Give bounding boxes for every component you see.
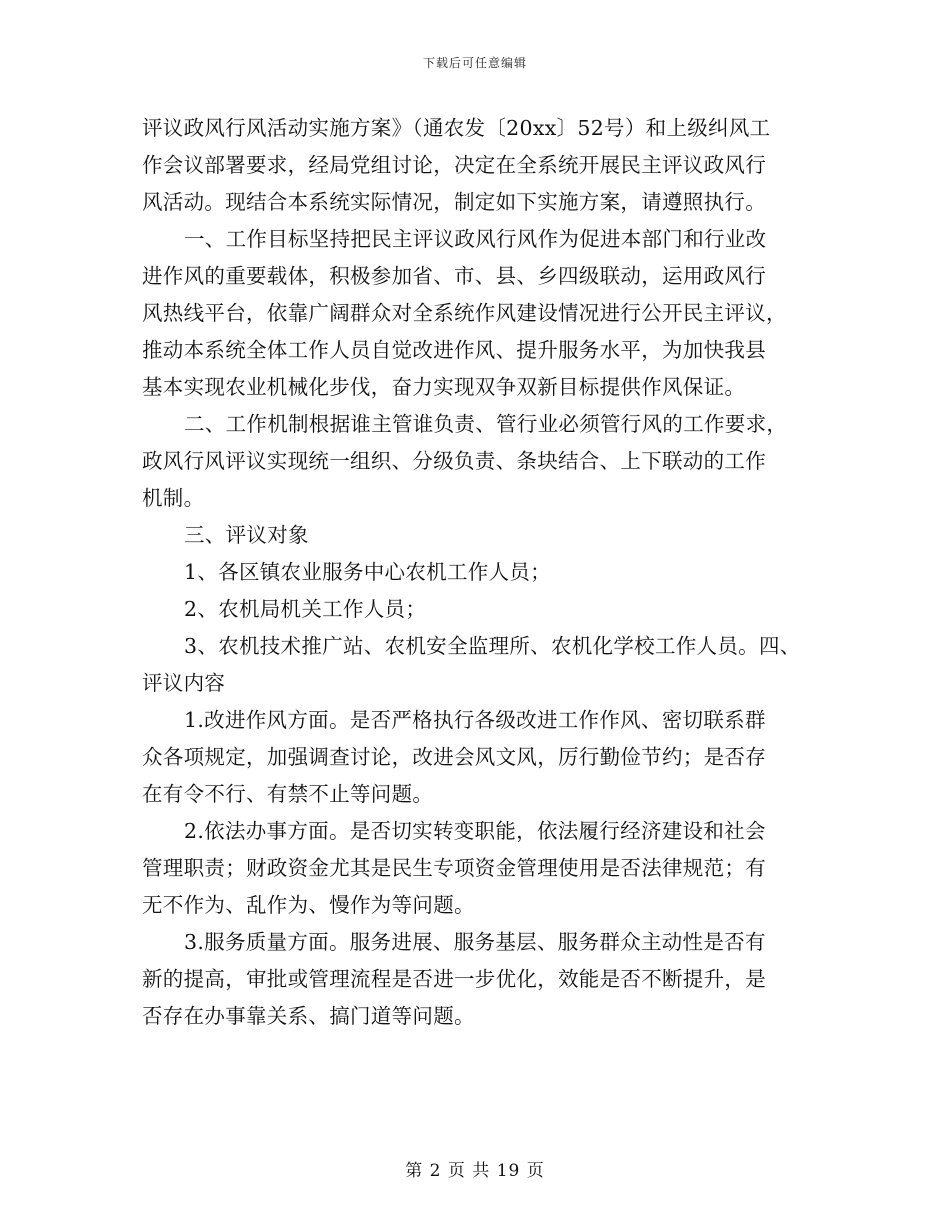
text-line: 政风行风评议实现统一组织、分级负责、条块结合、上下联动的工作 xyxy=(142,449,766,473)
text-line: 风热线平台，依靠广阔群众对全系统作风建设情况进行公开民主评议， xyxy=(142,301,787,325)
text-line: 机制。 xyxy=(142,486,205,510)
section-heading-line: 二、工作机制根据谁主管谁负责、管行业必须管行风的工作要求， xyxy=(184,412,788,436)
section-heading-line: 一、工作目标坚持把民主评议政风行风作为促进本部门和行业改 xyxy=(184,227,767,251)
document-body xyxy=(142,110,832,1035)
text-line: 基本实现农业机械化步伐，奋力实现双争双新目标提供作风保证。 xyxy=(142,375,746,399)
list-item: 2、农机局机关工作人员； xyxy=(184,597,427,621)
text-line: 无不作为、乱作为、慢作为等问题。 xyxy=(142,893,475,917)
section-heading-line: 三、评议对象 xyxy=(184,523,309,547)
text-line: 评议政风行风活动实施方案》（通农发〔20xx〕52号）和上级纠风工 xyxy=(142,116,771,140)
text-line: 管理职责；财政资金尤其是民生专项资金管理使用是否法律规范；有 xyxy=(142,856,766,880)
text-line: 众各项规定，加强调查讨论，改进会风文风，厉行勤俭节约；是否存 xyxy=(142,745,766,769)
text-line: 新的提高，审批或管理流程是否进一步优化，效能是否不断提升，是 xyxy=(142,967,766,991)
list-item: 1、各区镇农业服务中心农机工作人员； xyxy=(184,560,551,584)
text-line: 风活动。现结合本系统实际情况，制定如下实施方案，请遵照执行。 xyxy=(142,190,766,214)
page-number-footer: 第 2 页 共 19 页 xyxy=(405,1161,545,1181)
text-line: 在有令不行、有禁不止等问题。 xyxy=(142,782,434,806)
list-item: 3、农机技术推广站、农机安全监理所、农机化学校工作人员。四、 xyxy=(184,634,801,658)
text-line: 作会议部署要求，经局党组讨论，决定在全系统开展民主评议政风行 xyxy=(142,153,766,177)
list-item: 3.服务质量方面。服务进展、服务基层、服务群众主动性是否有 xyxy=(184,930,766,954)
page-header: 下载后可任意编辑 xyxy=(422,56,527,70)
text-line: 推动本系统全体工作人员自觉改进作风、提升服务水平，为加快我县 xyxy=(142,338,766,362)
text-line: 否存在办事靠关系、搞门道等问题。 xyxy=(142,1004,475,1028)
list-item: 1.改进作风方面。是否严格执行各级改进工作作风、密切联系群 xyxy=(184,708,766,732)
text-line: 进作风的重要载体，积极参加省、市、县、乡四级联动，运用政风行 xyxy=(142,264,766,288)
list-item: 2.依法办事方面。是否切实转变职能，依法履行经济建设和社会 xyxy=(184,819,766,843)
text-line: 评议内容 xyxy=(142,671,226,695)
